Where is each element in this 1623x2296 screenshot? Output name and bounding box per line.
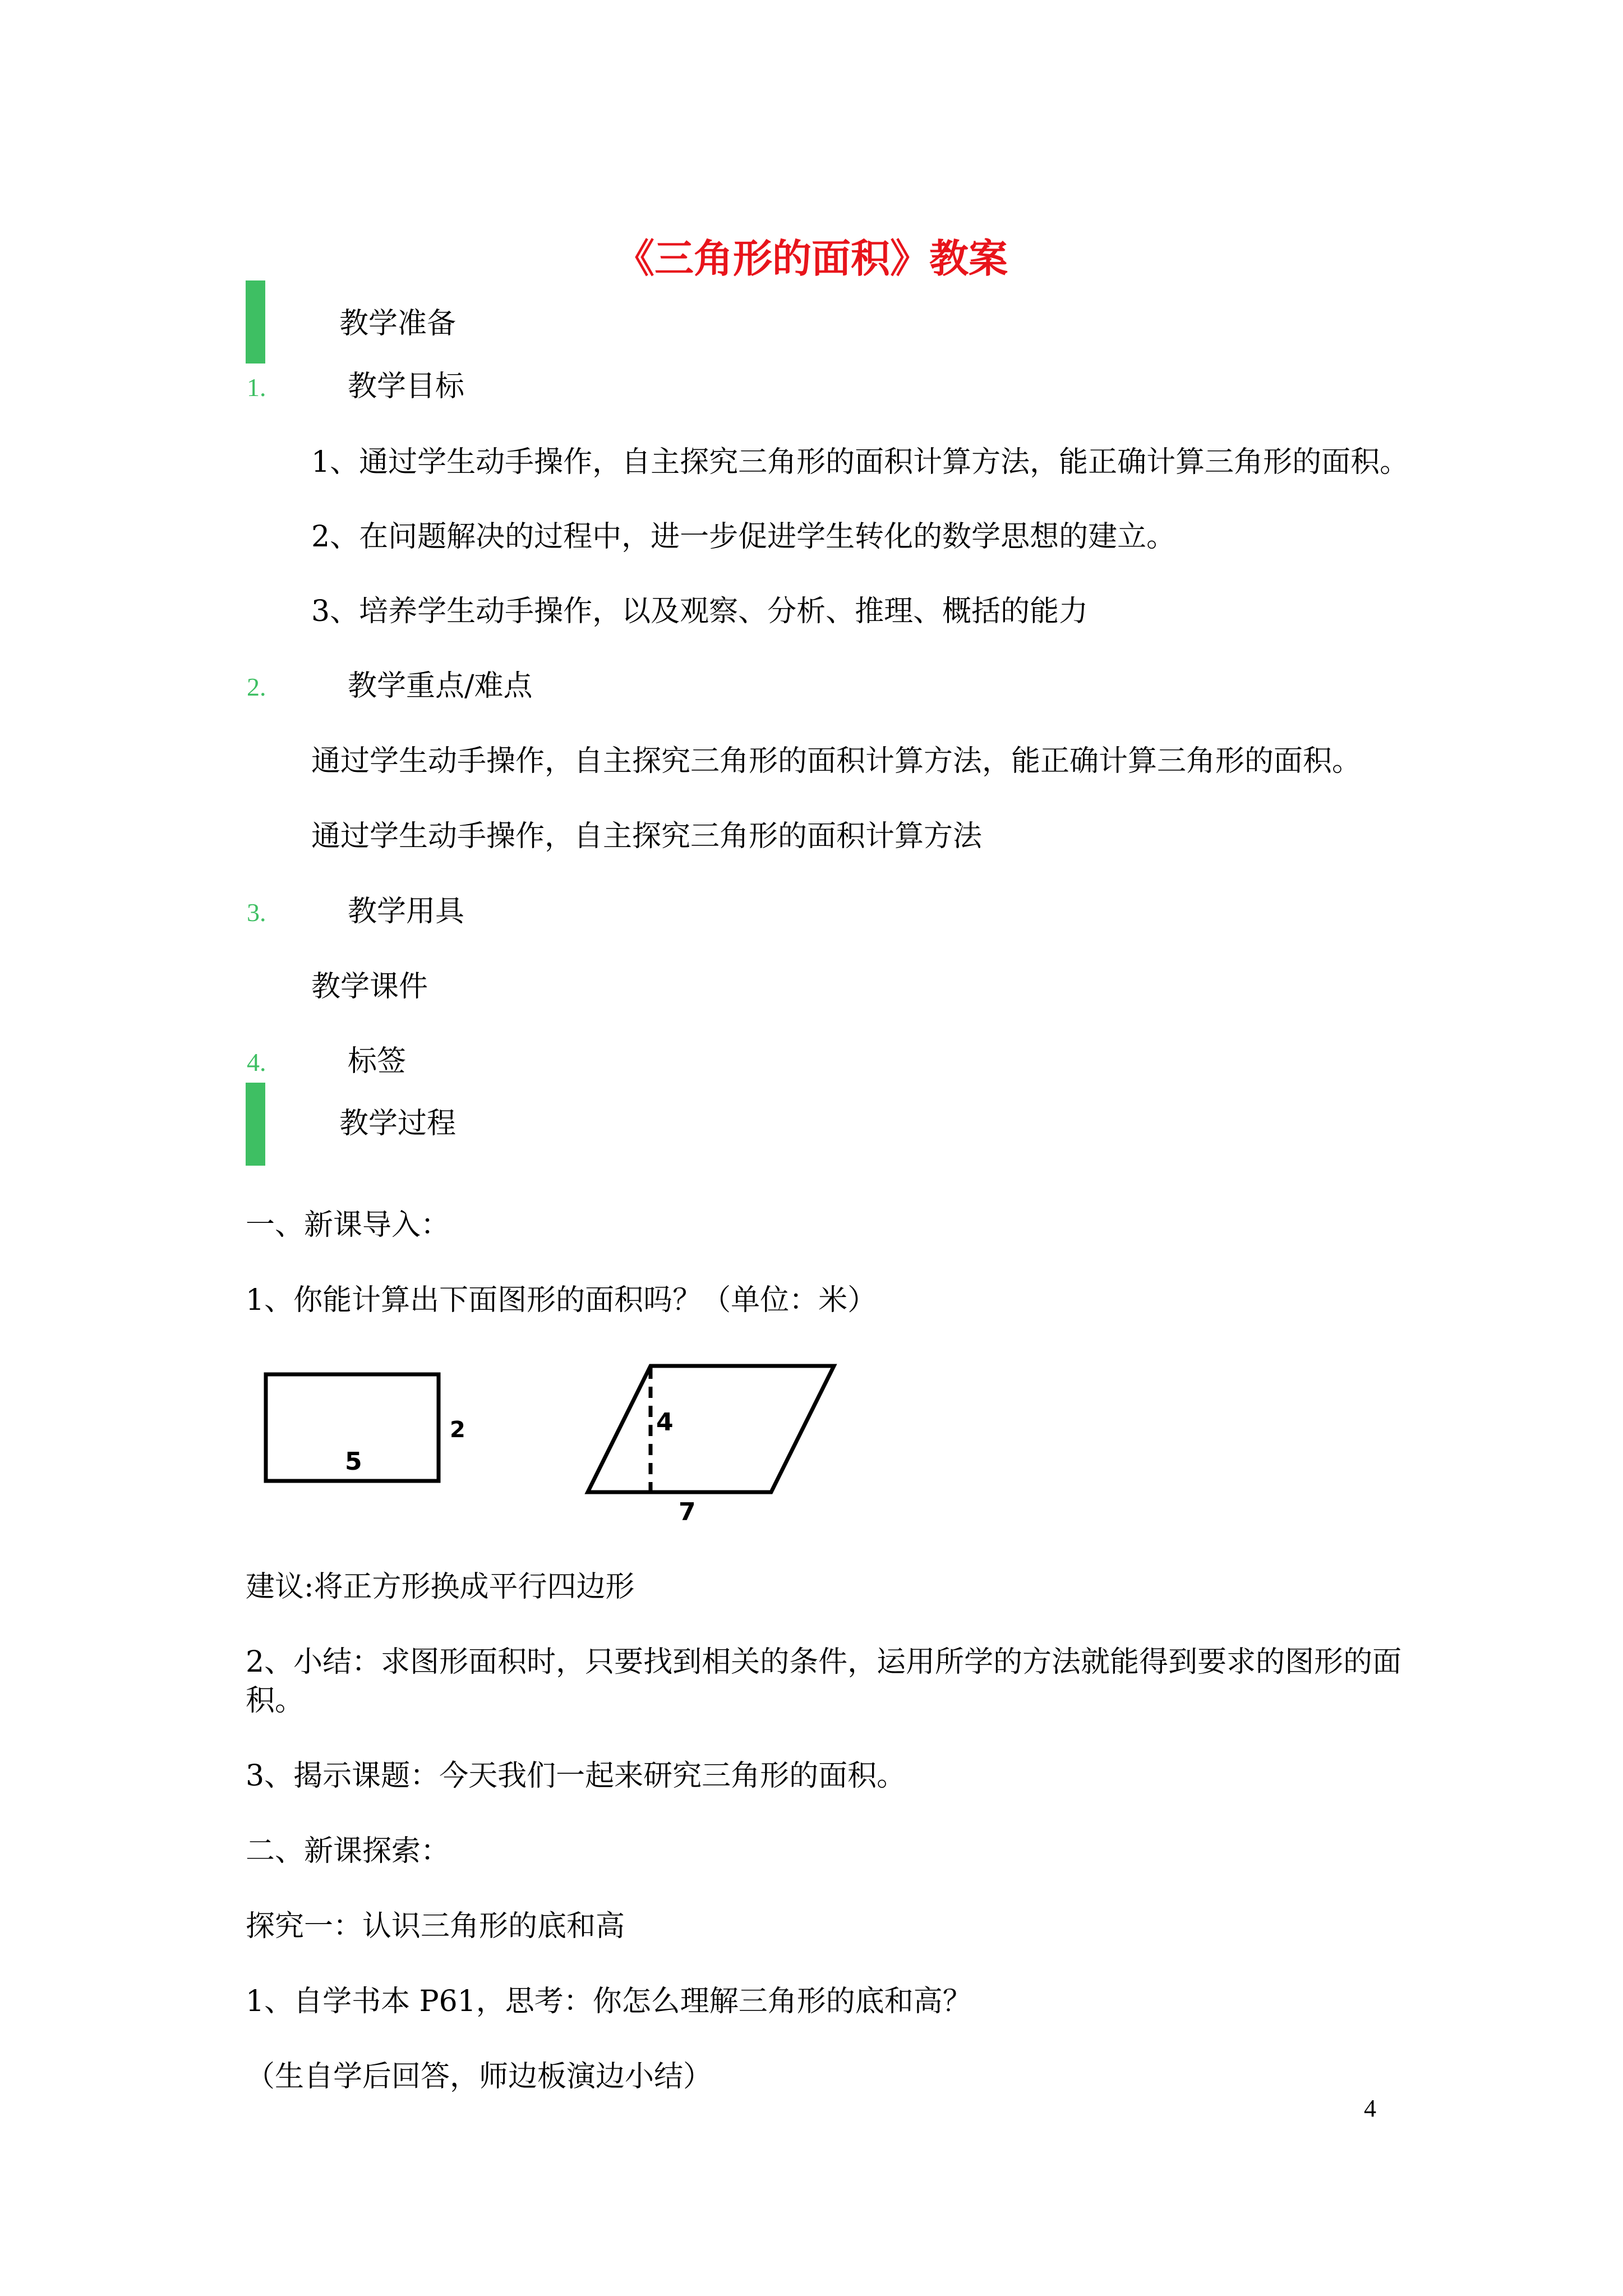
key-point-1: 通过学生动手操作，自主探究三角形的面积计算方法，能正确计算三角形的面积。: [311, 744, 1362, 778]
explore-one-heading: 探究一：认识三角形的底和高: [246, 1910, 625, 1943]
list-number-2: 2.: [247, 673, 266, 701]
section-marker-bar: [246, 280, 265, 364]
tools-text: 教学课件: [311, 970, 428, 1004]
explore-heading: 二、新课探索：: [246, 1834, 450, 1868]
parallelogram-base-label: 7: [679, 1498, 696, 1526]
intro-heading: 一、新课导入：: [246, 1208, 450, 1242]
summary-line-2: 积。: [246, 1684, 305, 1718]
list-number-1: 1.: [247, 373, 266, 402]
list-number-4: 4.: [247, 1048, 266, 1076]
self-study-question: 1、自学书本 P61，思考：你怎么理解三角形的底和高？: [246, 1985, 972, 2018]
document-title: 《三角形的面积》教案: [615, 236, 1008, 282]
suggestion-text: 建议:将正方形换成平行四边形: [246, 1570, 635, 1604]
list-label-goals: 教学目标: [348, 370, 465, 403]
list-label-tags: 标签: [348, 1045, 407, 1078]
parallelogram-shape: [588, 1366, 834, 1492]
list-label-tools: 教学用具: [348, 895, 465, 928]
reveal-topic: 3、揭示课题：今天我们一起来研究三角形的面积。: [246, 1759, 906, 1793]
list-number-3: 3.: [247, 898, 266, 927]
section-heading-preparation: 教学准备: [339, 307, 457, 341]
list-label-key-points: 教学重点/难点: [348, 669, 533, 703]
rectangle-width-label: 5: [345, 1447, 362, 1476]
key-point-2: 通过学生动手操作，自主探究三角形的面积计算方法: [311, 820, 983, 853]
summary-line-1: 2、小结：求图形面积时，只要找到相关的条件，运用所学的方法就能得到要求的图形的面: [246, 1645, 1402, 1679]
rectangle-height-label: 2: [450, 1417, 465, 1443]
page-number: 4: [1364, 2095, 1376, 2122]
question-1: 1、你能计算出下面图形的面积吗？（单位：米）: [246, 1283, 877, 1317]
area-figures: [247, 1352, 852, 1537]
section-heading-process: 教学过程: [339, 1107, 457, 1140]
goal-item-3: 3、培养学生动手操作，以及观察、分析、推理、概括的能力: [311, 595, 1089, 628]
parallelogram-height-label: 4: [656, 1408, 674, 1437]
goal-item-1: 1、通过学生动手操作，自主探究三角形的面积计算方法，能正确计算三角形的面积。: [311, 445, 1409, 479]
section-marker-bar: [246, 1083, 265, 1166]
teacher-note: （生自学后回答，师边板演边小结）: [246, 2060, 713, 2093]
goal-item-2: 2、在问题解决的过程中，进一步促进学生转化的数学思想的建立。: [311, 520, 1176, 554]
